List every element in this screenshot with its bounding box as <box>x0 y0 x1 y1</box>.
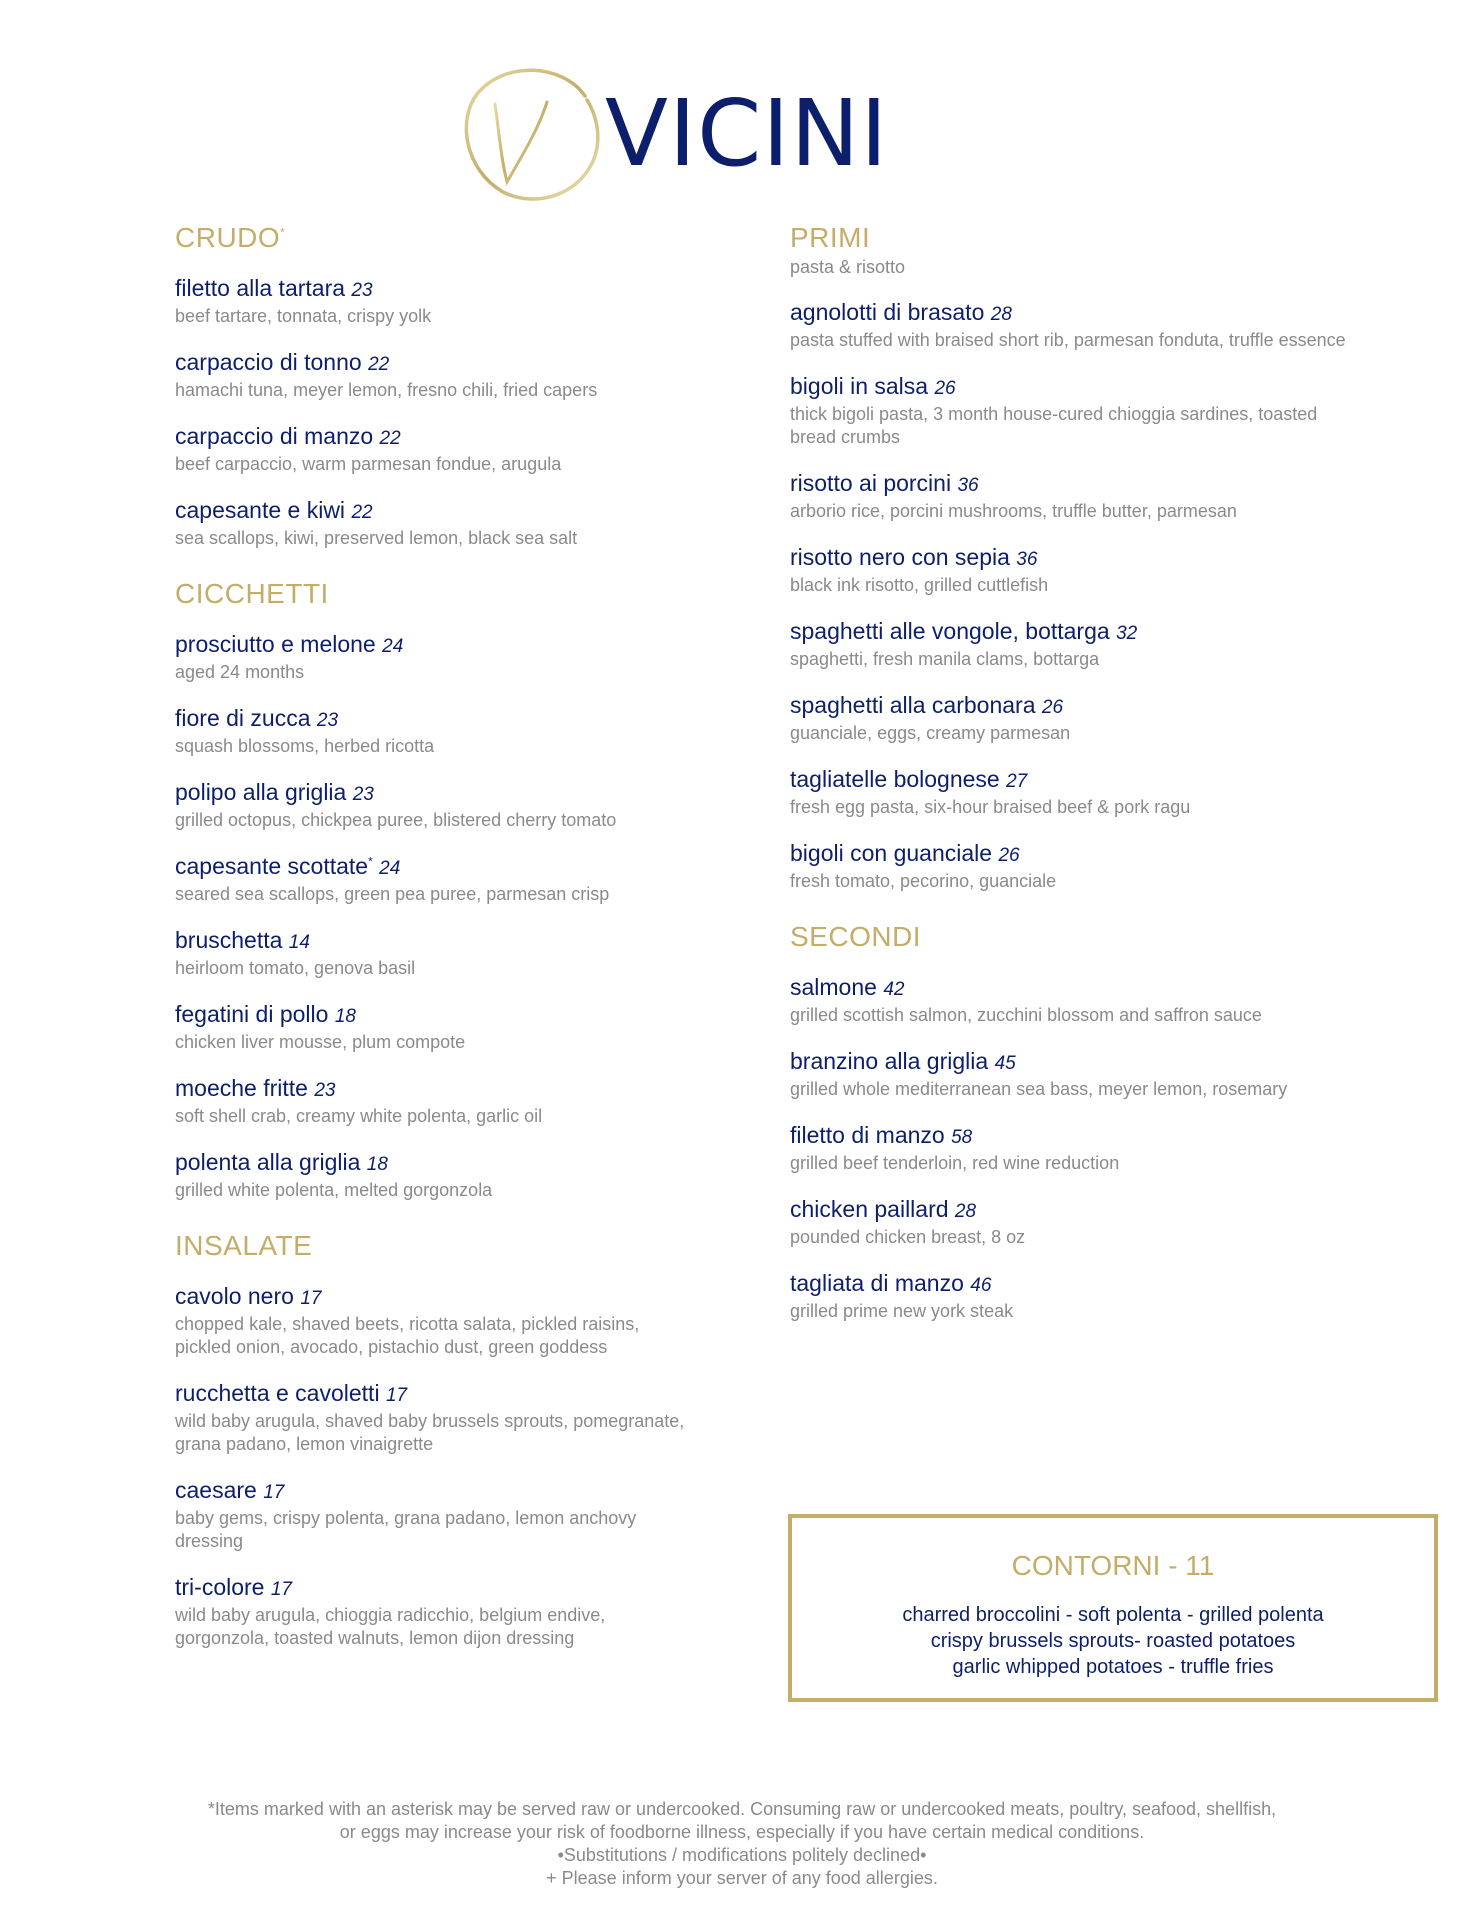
section-insalate <box>175 1230 695 1650</box>
menu-item <box>175 1074 695 1128</box>
section-title-crudo: CRUDO* <box>175 222 286 253</box>
contorni-line: garlic whipped potatoes - truffle fries <box>952 1656 1274 1678</box>
dish-description: seared sea scallops, green pea puree, parmesan crisp <box>175 884 610 904</box>
restaurant-name: VICINI <box>605 80 889 187</box>
menu-item <box>790 691 1350 745</box>
section-title-primi: PRIMI <box>790 222 871 253</box>
menu-item <box>790 543 1350 597</box>
dish-description: pasta stuffed with braised short rib, parmesan fonduta, truffle essence <box>790 330 1346 350</box>
dish-price: 27 <box>1006 771 1028 792</box>
dish-description: baby gems, crispy polenta, grana padano, lemon anchovy dressing <box>175 1508 637 1551</box>
dish-description: chicken liver mousse, plum compote <box>175 1032 466 1052</box>
dish-price: 32 <box>1116 623 1138 644</box>
footer-line: •Substitutions / modifications politely declined• <box>557 1845 927 1865</box>
dish-price: 17 <box>300 1288 322 1309</box>
menu-item <box>175 274 695 328</box>
dish-name: filetto di manzo <box>790 1122 945 1148</box>
footer-line: *Items marked with an asterisk may be served raw or undercooked. Consuming raw or undercooked meats, poultry, seafood, shellfish, <box>207 1799 1277 1819</box>
dish-name: polenta alla griglia <box>175 1149 361 1175</box>
menu-item <box>175 1000 695 1054</box>
menu-item <box>790 765 1350 819</box>
dish-name: caesare <box>175 1477 257 1503</box>
dish-name: capesante scottate <box>175 853 369 879</box>
dish-price: 18 <box>366 1154 388 1175</box>
menu-item <box>790 1195 1350 1249</box>
footer-disclaimer <box>100 1798 1384 1890</box>
dish-description: aged 24 months <box>175 662 305 682</box>
menu-item <box>790 1047 1350 1101</box>
dish-price: 26 <box>1041 697 1064 718</box>
dish-description: wild baby arugula, shaved baby brussels sprouts, pomegranate, grana padano, lemon vinaigrette <box>175 1411 685 1454</box>
menu-item <box>175 852 695 906</box>
dish-price: 23 <box>316 710 339 731</box>
dish-price: 23 <box>351 280 373 301</box>
dish-price: 23 <box>352 784 374 805</box>
dish-price: 14 <box>288 932 310 953</box>
menu-item <box>175 704 695 758</box>
dish-price: 45 <box>994 1053 1016 1074</box>
dish-name: fegatini di pollo <box>175 1001 329 1027</box>
dish-description: pounded chicken breast, 8 oz <box>790 1227 1026 1247</box>
dish-description: arborio rice, porcini mushrooms, truffle butter, parmesan <box>790 501 1237 521</box>
dish-name: polipo alla griglia <box>175 779 347 805</box>
dish-price: 26 <box>998 845 1020 866</box>
menu-item <box>175 1282 695 1359</box>
footer-line: or eggs may increase your risk of foodborne illness, especially if you have certain medical conditions. <box>339 1822 1145 1842</box>
contorni-box <box>788 1514 1438 1702</box>
dish-name: fiore di zucca <box>175 705 311 731</box>
dish-name: prosciutto e melone <box>175 631 376 657</box>
dish-price: 42 <box>883 979 905 1000</box>
dish-name: tri-colore <box>175 1574 265 1600</box>
contorni-line: crispy brussels sprouts- roasted potatoes <box>930 1630 1296 1652</box>
contorni-line: charred broccolini - soft polenta - grilled polenta <box>902 1604 1324 1626</box>
dish-price: 23 <box>314 1080 336 1101</box>
section-subtitle-primi: pasta & risotto <box>790 257 906 277</box>
dish-description: guanciale, eggs, creamy parmesan <box>790 723 1071 743</box>
dish-name: filetto alla tartara <box>175 275 346 301</box>
dish-description: thick bigoli pasta, 3 month house-cured chioggia sardines, toasted bread crumbs <box>790 404 1318 447</box>
menu-item <box>790 1269 1350 1323</box>
dish-description: grilled white polenta, melted gorgonzola <box>175 1180 493 1200</box>
section-primi <box>790 222 1350 893</box>
dish-price: 46 <box>970 1275 992 1296</box>
raw-asterisk: * <box>368 854 373 869</box>
menu-item <box>790 1121 1350 1175</box>
dish-name: risotto ai porcini <box>790 470 952 496</box>
menu-item <box>175 1476 695 1553</box>
dish-name: bigoli in salsa <box>790 373 929 399</box>
dish-description: beef tartare, tonnata, crispy yolk <box>175 306 432 326</box>
menu-item <box>175 1148 695 1202</box>
dish-price: 22 <box>379 428 401 449</box>
dish-price: 17 <box>385 1385 408 1406</box>
dish-name: salmone <box>790 974 877 1000</box>
menu-item <box>175 496 695 550</box>
dish-price: 36 <box>1016 549 1038 570</box>
menu-item <box>175 1379 695 1456</box>
footer-line: + Please inform your server of any food allergies. <box>546 1868 938 1888</box>
raw-asterisk: * <box>280 225 286 240</box>
dish-description: squash blossoms, herbed ricotta <box>175 736 435 756</box>
dish-name: rucchetta e cavoletti <box>175 1380 380 1406</box>
dish-name: branzino alla griglia <box>790 1048 989 1074</box>
menu-item <box>790 839 1350 893</box>
section-title-secondi: SECONDI <box>790 921 922 952</box>
dish-price: 24 <box>379 858 401 879</box>
menu-left-column <box>175 222 695 1678</box>
section-cicchetti <box>175 578 695 1202</box>
section-secondi <box>790 921 1350 1323</box>
dish-price: 17 <box>270 1579 292 1600</box>
dish-description: fresh tomato, pecorino, guanciale <box>790 871 1057 891</box>
dish-description: beef carpaccio, warm parmesan fondue, arugula <box>175 454 562 474</box>
section-title-cicchetti: CICCHETTI <box>175 578 329 609</box>
menu-item <box>175 778 695 832</box>
dish-price: 26 <box>934 378 956 399</box>
menu-item <box>175 926 695 980</box>
contorni-list <box>792 1602 1434 1680</box>
dish-description: heirloom tomato, genova basil <box>175 958 416 978</box>
menu-item <box>790 372 1350 449</box>
dish-price: 28 <box>954 1201 977 1222</box>
menu-item <box>790 469 1350 523</box>
dish-name: agnolotti di brasato <box>790 299 985 325</box>
dish-description: fresh egg pasta, six-hour braised beef & pork ragu <box>790 797 1191 817</box>
dish-description: grilled whole mediterranean sea bass, meyer lemon, rosemary <box>790 1079 1288 1099</box>
dish-description: sea scallops, kiwi, preserved lemon, black sea salt <box>175 528 578 548</box>
dish-name: bigoli con guanciale <box>790 840 993 866</box>
menu-right-column <box>790 222 1350 1351</box>
dish-name: spaghetti alle vongole, bottarga <box>790 618 1110 644</box>
section-title-insalate: INSALATE <box>175 1230 313 1261</box>
dish-name: tagliatelle bolognese <box>790 766 1000 792</box>
dish-price: 24 <box>382 636 404 657</box>
dish-description: soft shell crab, creamy white polenta, garlic oil <box>175 1106 543 1126</box>
dish-price: 22 <box>368 354 390 375</box>
menu-item <box>790 298 1350 352</box>
dish-description: grilled beef tenderloin, red wine reduction <box>790 1153 1120 1173</box>
menu-item <box>175 348 695 402</box>
dish-name: bruschetta <box>175 927 283 953</box>
section-crudo <box>175 222 695 550</box>
menu-item <box>790 973 1350 1027</box>
dish-name: moeche fritte <box>175 1075 308 1101</box>
dish-name: risotto nero con sepia <box>790 544 1010 570</box>
dish-description: chopped kale, shaved beets, ricotta salata, pickled raisins, pickled onion, avocado, pistachio dust, green goddess <box>175 1314 640 1357</box>
dish-description: hamachi tuna, meyer lemon, fresno chili, fried capers <box>175 380 598 400</box>
menu-item <box>175 1573 695 1650</box>
dish-price: 22 <box>351 502 373 523</box>
dish-name: capesante e kiwi <box>175 497 346 523</box>
menu-item <box>175 630 695 684</box>
dish-description: spaghetti, fresh manila clams, bottarga <box>790 649 1100 669</box>
dish-description: black ink risotto, grilled cuttlefish <box>790 575 1049 595</box>
dish-name: chicken paillard <box>790 1196 949 1222</box>
dish-description: grilled prime new york steak <box>790 1301 1014 1321</box>
dish-name: carpaccio di tonno <box>175 349 362 375</box>
menu-item <box>790 617 1350 671</box>
menu-item <box>175 422 695 476</box>
dish-price: 17 <box>263 1482 285 1503</box>
dish-name: spaghetti alla carbonara <box>790 692 1036 718</box>
dish-name: carpaccio di manzo <box>175 423 374 449</box>
dish-description: grilled octopus, chickpea puree, blistered cherry tomato <box>175 810 617 830</box>
dish-price: 36 <box>957 475 979 496</box>
dish-description: wild baby arugula, chioggia radicchio, belgium endive, gorgonzola, toasted walnuts, lemon dijon dressing <box>175 1605 606 1648</box>
dish-name: cavolo nero <box>175 1283 294 1309</box>
restaurant-logo <box>455 58 895 208</box>
dish-price: 58 <box>951 1127 973 1148</box>
dish-name: tagliata di manzo <box>790 1270 964 1296</box>
contorni-title: CONTORNI - 11 <box>1011 1550 1215 1581</box>
dish-price: 28 <box>990 304 1012 325</box>
dish-description: grilled scottish salmon, zucchini blossom and saffron sauce <box>790 1005 1262 1025</box>
monogram-logo-icon <box>455 58 605 208</box>
dish-price: 18 <box>334 1006 356 1027</box>
